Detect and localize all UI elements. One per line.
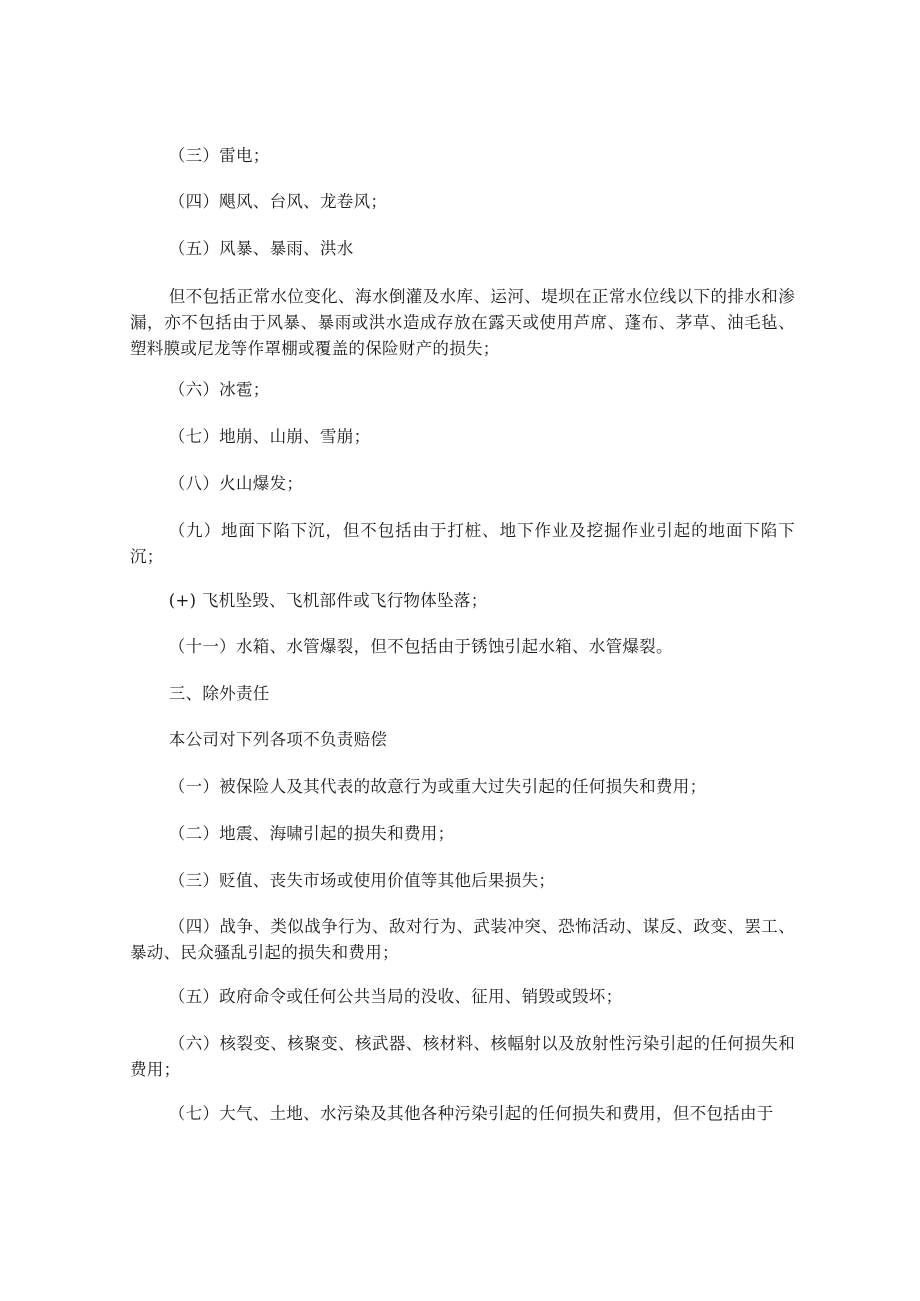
clause-landslide: （七）地崩、山崩、雪崩； <box>168 427 371 446</box>
clause-volcano: （八）火山爆发； <box>168 474 304 493</box>
clause-water-tank: （十一）水箱、水管爆裂，但不包括由于锈蚀引起水箱、水管爆裂。 <box>168 637 673 656</box>
clause-hurricane: （四）飓风、台风、龙卷风； <box>168 192 388 211</box>
exclusion-nuclear: （六）核裂变、核聚变、核武器、核材料、核幅射以及放射性污染引起的任何损失和费用； <box>130 1034 795 1079</box>
clause-hail: （六）冰雹； <box>168 380 270 399</box>
section-heading-exclusions: 三、除外责任 <box>168 684 270 703</box>
clause-lightning: （三）雷电； <box>168 146 270 165</box>
exclusion-earthquake: （二）地震、海啸引起的损失和费用； <box>168 824 455 843</box>
clause-storm-flood: （五）风暴、暴雨、洪水 <box>168 239 354 258</box>
exclusions-intro: 本公司对下列各项不负责赔偿 <box>168 730 388 749</box>
clause-flood-exclusion: 但不包括正常水位变化、海水倒灌及水库、运河、堤坝在正常水位线以下的排水和渗漏，亦不包括由于风暴、暴雨或洪水造成存放在露天或使用芦席、蓬布、茅草、油毛毡、塑料膜或尼龙等作罩棚或覆盖的保险财产的损失； <box>130 287 795 358</box>
exclusion-intentional-act: （一）被保险人及其代表的故意行为或重大过失引起的任何损失和费用； <box>168 777 707 796</box>
clause-subsidence: （九）地面下陷下沉，但不包括由于打桩、地下作业及挖掘作业引起的地面下陷下沉； <box>130 521 795 566</box>
exclusion-government: （五）政府命令或任何公共当局的没收、征用、销毁或毁坏； <box>168 987 623 1006</box>
exclusion-pollution: （七）大气、土地、水污染及其他各种污染引起的任何损失和费用，但不包括由于 <box>168 1104 774 1123</box>
clause-aircraft: (+) 飞机坠毁、飞机部件或飞行物体坠落； <box>168 591 488 610</box>
exclusion-depreciation: （三）贬值、丧失市场或使用价值等其他后果损失； <box>168 871 556 890</box>
exclusion-war: （四）战争、类似战争行为、敌对行为、武装冲突、恐怖活动、谋反、政变、罢工、暴动、民众骚乱引起的损失和费用； <box>130 917 795 962</box>
